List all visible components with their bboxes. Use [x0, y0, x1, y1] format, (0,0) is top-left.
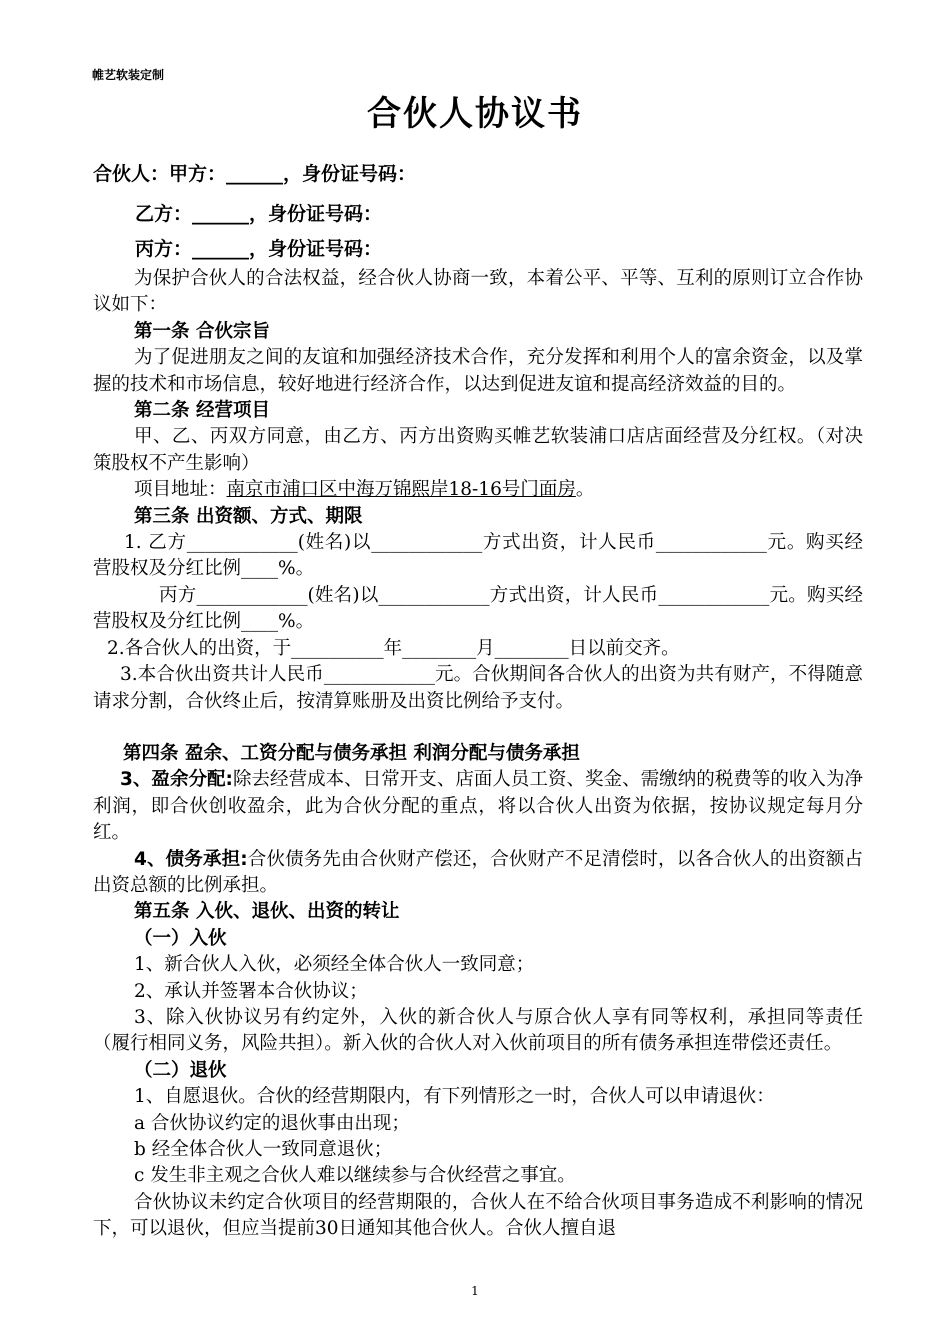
article-3-heading: 第三条 出资额、方式、期限 — [134, 505, 363, 527]
article-4-heading: 第四条 盈余、工资分配与债务承担 利润分配与债务承担 — [123, 742, 580, 764]
exit-item-1: 1、自愿退伙。合伙的经营期限内，有下列情形之一时，合伙人可以申请退伙： — [134, 1086, 775, 1108]
article-4-item-3 — [93, 767, 863, 846]
article-1-heading: 第一条 合伙宗旨 — [134, 320, 270, 342]
article-2-text: 甲、乙、丙双方同意，由乙方、丙方出资购买帷艺软装浦口店店面经营及分红权。（对决策股权不产生影响） — [93, 426, 863, 474]
exit-item-a: a 合伙协议约定的退伙事由出现； — [134, 1112, 410, 1134]
project-address — [93, 477, 863, 503]
article-3-item-yi: 1. 乙方____________(姓名)以____________方式出资，计人民币____________元。购买经营股权及分红比例____%。 — [93, 532, 863, 580]
party-jia: 合伙人：甲方：______，身份证号码： — [93, 163, 417, 185]
page-number: 1 — [471, 1284, 479, 1298]
exit-item-b: b 经全体合伙人一致同意退伙； — [134, 1139, 393, 1160]
article-4-item-4 — [93, 847, 863, 900]
section-exit-heading: （二）退伙 — [134, 1059, 227, 1081]
document-title: 合伙人协议书 — [367, 94, 583, 134]
article-5-heading: 第五条 入伙、退伙、出资的转让 — [134, 901, 400, 923]
article-3-item-2: 2.各合伙人的出资，于__________年________月________日以前交齐。 — [107, 637, 680, 659]
address-end: 。 — [575, 479, 595, 501]
article-1-text: 为了促进朋友之间的友谊和加强经济技术合作，充分发挥和利用个人的富余资金，以及掌握的技术和市场信息，较好地进行经济合作，以达到促进友谊和提高经济效益的目的。 — [93, 347, 863, 395]
surplus-text: 除去经营成本、日常开支、店面人员工资、奖金、需缴纳的税费等的收入为净利润，即合伙创收盈余，此为合伙分配的重点，将以合伙人出资为依据，按协议规定每月分红。 — [93, 769, 863, 844]
debt-text: 合伙债务先由合伙财产偿还，合伙财产不足清偿时，以各合伙人的出资额占出资总额的比例承担。 — [93, 848, 863, 896]
address-label: 项目地址： — [134, 479, 227, 501]
agreement-body — [93, 266, 863, 1243]
party-bing: 丙方：______，身份证号码： — [135, 238, 383, 260]
address-value: 南京市浦口区中海万锦熙岸18-16号门面房 — [226, 479, 576, 501]
intro-paragraph: 为保护合伙人的合法权益，经合伙人协商一致，本着公平、平等、互利的原则订立合作协议如下： — [93, 268, 863, 316]
party-yi: 乙方：______，身份证号码： — [135, 203, 383, 225]
header-company: 帷艺软装定制 — [92, 68, 165, 82]
join-item-3: 3、除入伙协议另有约定外，入伙的新合伙人与原合伙人享有同等权利，承担同等责任（履行相同义务，风险共担）。新入伙的合伙人对入伙前项目的所有债务承担连带偿还责任。 — [93, 1006, 863, 1055]
exit-paragraph: 合伙协议未约定合伙项目的经营期限的，合伙人在不给合伙项目事务造成不利影响的情况下，可以退伙，但应当提前30日通知其他合伙人。合伙人擅自退 — [93, 1191, 863, 1240]
section-join-heading: （一）入伙 — [134, 927, 227, 949]
debt-label: 4、债务承担: — [134, 848, 248, 870]
surplus-label: 3、盈余分配: — [120, 769, 233, 791]
join-item-2: 2、承认并签署本合伙协议； — [134, 980, 368, 1002]
exit-item-c: c 发生非主观之合伙人难以继续参与合伙经营之事宜。 — [134, 1165, 576, 1187]
join-item-1: 1、新合伙人入伙，必须经全体合伙人一致同意； — [134, 954, 535, 976]
article-3-item-3: 3.本合伙出资共计人民币____________元。合伙期间各合伙人的出资为共有财产，不得随意请求分割，合伙终止后，按清算账册及出资比例给予支付。 — [93, 664, 863, 712]
article-3-item-bing: 丙方____________(姓名)以____________方式出资，计人民币____________元。购买经营股权及分红比例____%。 — [93, 584, 863, 633]
article-2-heading: 第二条 经营项目 — [134, 400, 270, 422]
